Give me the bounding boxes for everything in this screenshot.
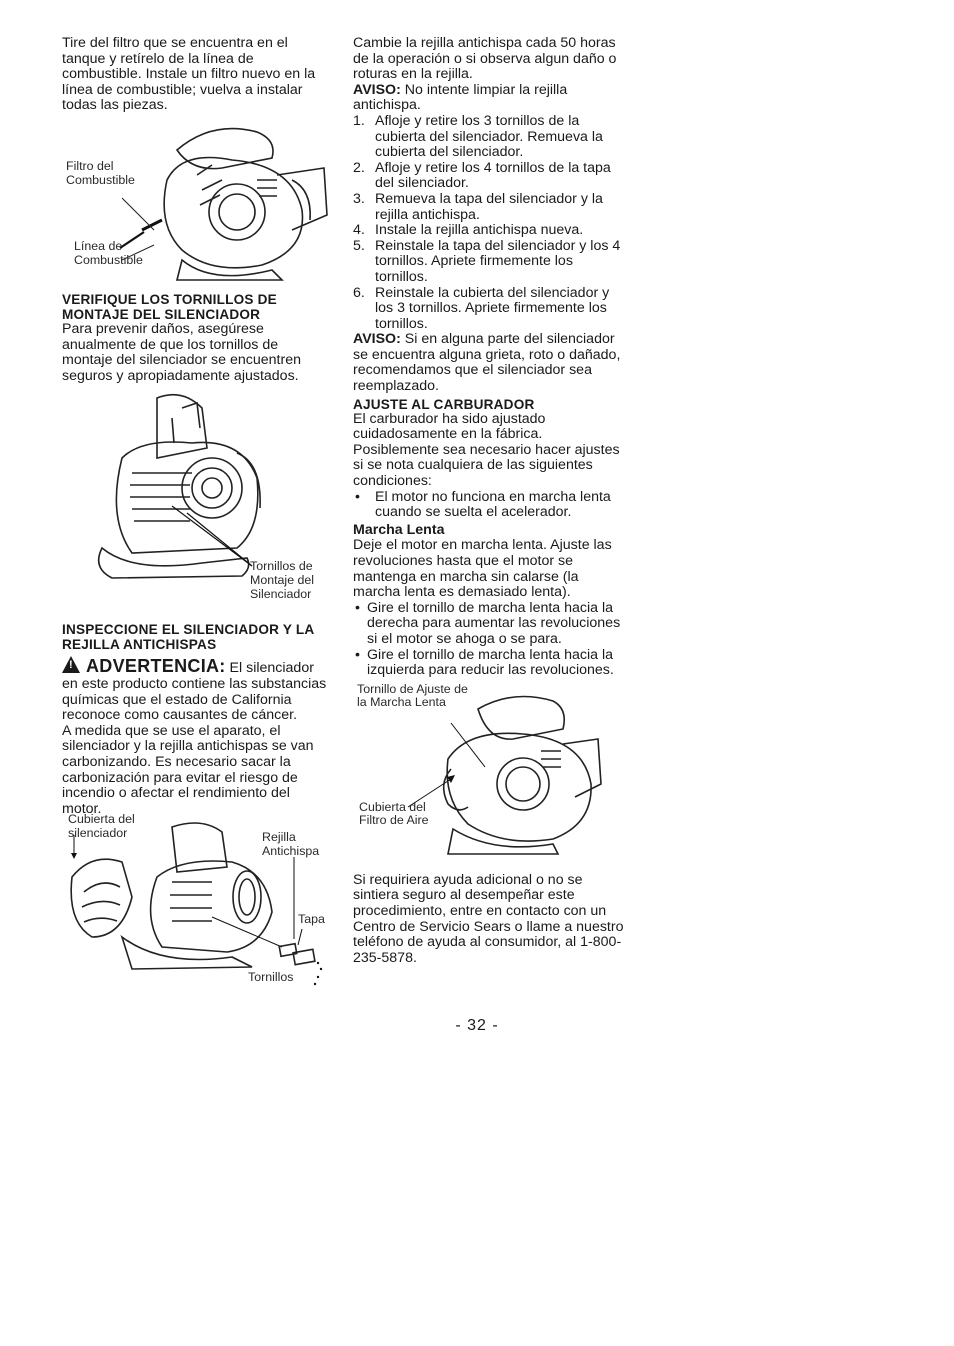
screws-label: Tornillos <box>248 970 294 985</box>
list-item <box>353 490 625 521</box>
notice-replace-muffler <box>353 332 625 394</box>
heading-check-muffler-screws: VERIFIQUE LOS TORNILLOS DE MONTAJE DEL SILENCIADOR <box>62 291 277 322</box>
idle-text: Deje el motor en marcha lenta. Ajuste las revoluciones hasta que el motor se mantenga en marcha sin calarse (la marcha lenta es demasiado lenta). <box>353 537 612 601</box>
step-number: 5. <box>353 237 365 254</box>
notice-label: AVISO: <box>353 331 401 348</box>
notice-text: Si en alguna parte del silenciador se encuentra alguna grieta, roto o dañado, recomendamos que el silenciador sea reemplazado. <box>353 331 621 395</box>
step-text: Reinstale la cubierta del silenciador y los 3 tornillos. Apriete firmemente los tornillos. <box>375 284 610 332</box>
blower-idle-screw-illustration <box>353 689 625 859</box>
step-text: Reinstale la tapa del silenciador y los 4 tornillos. Apriete firmemente los tornillos. <box>375 237 621 285</box>
list-item <box>353 286 625 333</box>
list-item <box>353 223 625 239</box>
step-text: Afloje y retire los 4 tornillos de la tapa del silenciador. <box>375 159 611 192</box>
fuel-filter-label: Filtro del Combustible <box>66 158 135 187</box>
muffler-cap-label: Tapa <box>298 912 325 927</box>
step-number: 6. <box>353 284 365 301</box>
list-item <box>353 239 625 286</box>
heading-idle-speed: Marcha Lenta <box>353 521 445 538</box>
step-text: Afloje y retire los 3 tornillos de la cubierta del silenciador. Remueva la cubierta del silenciador. <box>375 112 603 161</box>
replacement-steps <box>353 114 625 332</box>
warning-icon <box>62 656 80 673</box>
step-number: 2. <box>353 159 365 176</box>
warning-text: El silenciador en este producto contiene las substancias químicas que el estado de California reconoce como causantes de cáncer. <box>62 660 327 724</box>
warning-label: ADVERTENCIA: <box>86 656 226 677</box>
right-column <box>353 36 625 966</box>
bullet-icon: • <box>355 488 360 505</box>
idle-screw-figure <box>353 681 625 859</box>
bullet-text: Gire el tornillo de marcha lenta hacia la izquierda para reducir las revoluciones. <box>367 646 614 679</box>
inspect-muffler-text: A medida que se use el aparato, el silenciador y la rejilla antichispas se van carbonizando. Es necesario sacar la carbonización para evitar el riesgo de incendio o afectar el rendimiento del motor. <box>62 722 314 817</box>
carburetor-text: El carburador ha sido ajustado cuidadosamente en la fábrica. Posiblemente sea necesario hacer ajustes si se nota cualquiera de las siguientes condiciones: <box>353 410 620 490</box>
fuel-line-label: Línea de Combustible <box>74 238 143 267</box>
idle-adjustments <box>353 601 625 679</box>
warning-paragraph <box>62 656 332 723</box>
page-number: - 32 - <box>455 1017 499 1034</box>
check-screws-text: Para prevenir daños, asegúrese anualmente de que los tornillos de montaje del silenciador se encuentren seguros y apropiadamente ajustados. <box>62 320 301 384</box>
spark-screen-label: Rejilla Antichispa <box>262 830 320 858</box>
notice-label: AVISO: <box>353 81 401 98</box>
list-item <box>353 114 625 161</box>
bullet-icon: • <box>355 646 360 663</box>
idle-screw-label: Tornillo de Ajuste de la Marcha Lenta <box>357 681 468 710</box>
air-filter-cover-label: Cubierta del Filtro de Aire <box>359 799 429 828</box>
carburetor-conditions <box>353 490 625 521</box>
notice-text: No intente limpiar la rejilla antichispa. <box>353 81 568 114</box>
list-item <box>353 161 625 192</box>
notice-no-clean <box>353 83 625 114</box>
muffler-screws-figure <box>62 388 332 620</box>
muffler-screws-label: Tornillos de Montaje del Silenciador <box>250 559 315 601</box>
muffler-cover-label: Cubierta del silenciador <box>68 812 135 840</box>
list-item <box>353 648 625 679</box>
heading-inspect-muffler: INSPECCIONE EL SILENCIADOR Y LA REJILLA ANTICHISPAS <box>62 622 314 653</box>
bullet-icon: • <box>355 599 360 616</box>
heading-carburetor-adjustment: AJUSTE AL CARBURADOR <box>353 396 535 412</box>
fuel-filter-figure <box>62 120 332 290</box>
step-number: 3. <box>353 190 365 207</box>
step-text: Remueva la tapa del silenciador y la rejilla antichispa. <box>375 190 603 223</box>
left-column <box>62 36 332 995</box>
spark-arrestor-figure <box>62 812 332 995</box>
fuel-filter-intro: Tire del filtro que se encuentra en el tanque y retírelo de la línea de combustible. Instale un filtro nuevo en la línea de combustible; vuelva a instalar todas las piezas. <box>62 35 316 114</box>
help-text: Si requiriera ayuda adicional o no se sintiera seguro al desempeñar este procedimiento, entre en contacto con un Centro de Servicio Sears o llame a nuestro teléfono de ayuda al consumidor, al 1-800-235-5878. <box>353 871 624 966</box>
bullet-text: Gire el tornillo de marcha lenta hacia la derecha para aumentar las revoluciones si el motor se ahoga o se para. <box>367 599 621 647</box>
list-item <box>353 601 625 648</box>
list-item <box>353 192 625 223</box>
step-number: 1. <box>353 112 365 129</box>
spark-arrestor-intro: Cambie la rejilla antichispa cada 50 horas de la operación o si observa algun daño o roturas en la rejilla. <box>353 35 617 83</box>
bullet-text: El motor no funciona en marcha lenta cuando se suelta el acelerador. <box>375 488 611 521</box>
step-text: Instale la rejilla antichispa nueva. <box>375 222 584 239</box>
step-number: 4. <box>353 222 365 239</box>
